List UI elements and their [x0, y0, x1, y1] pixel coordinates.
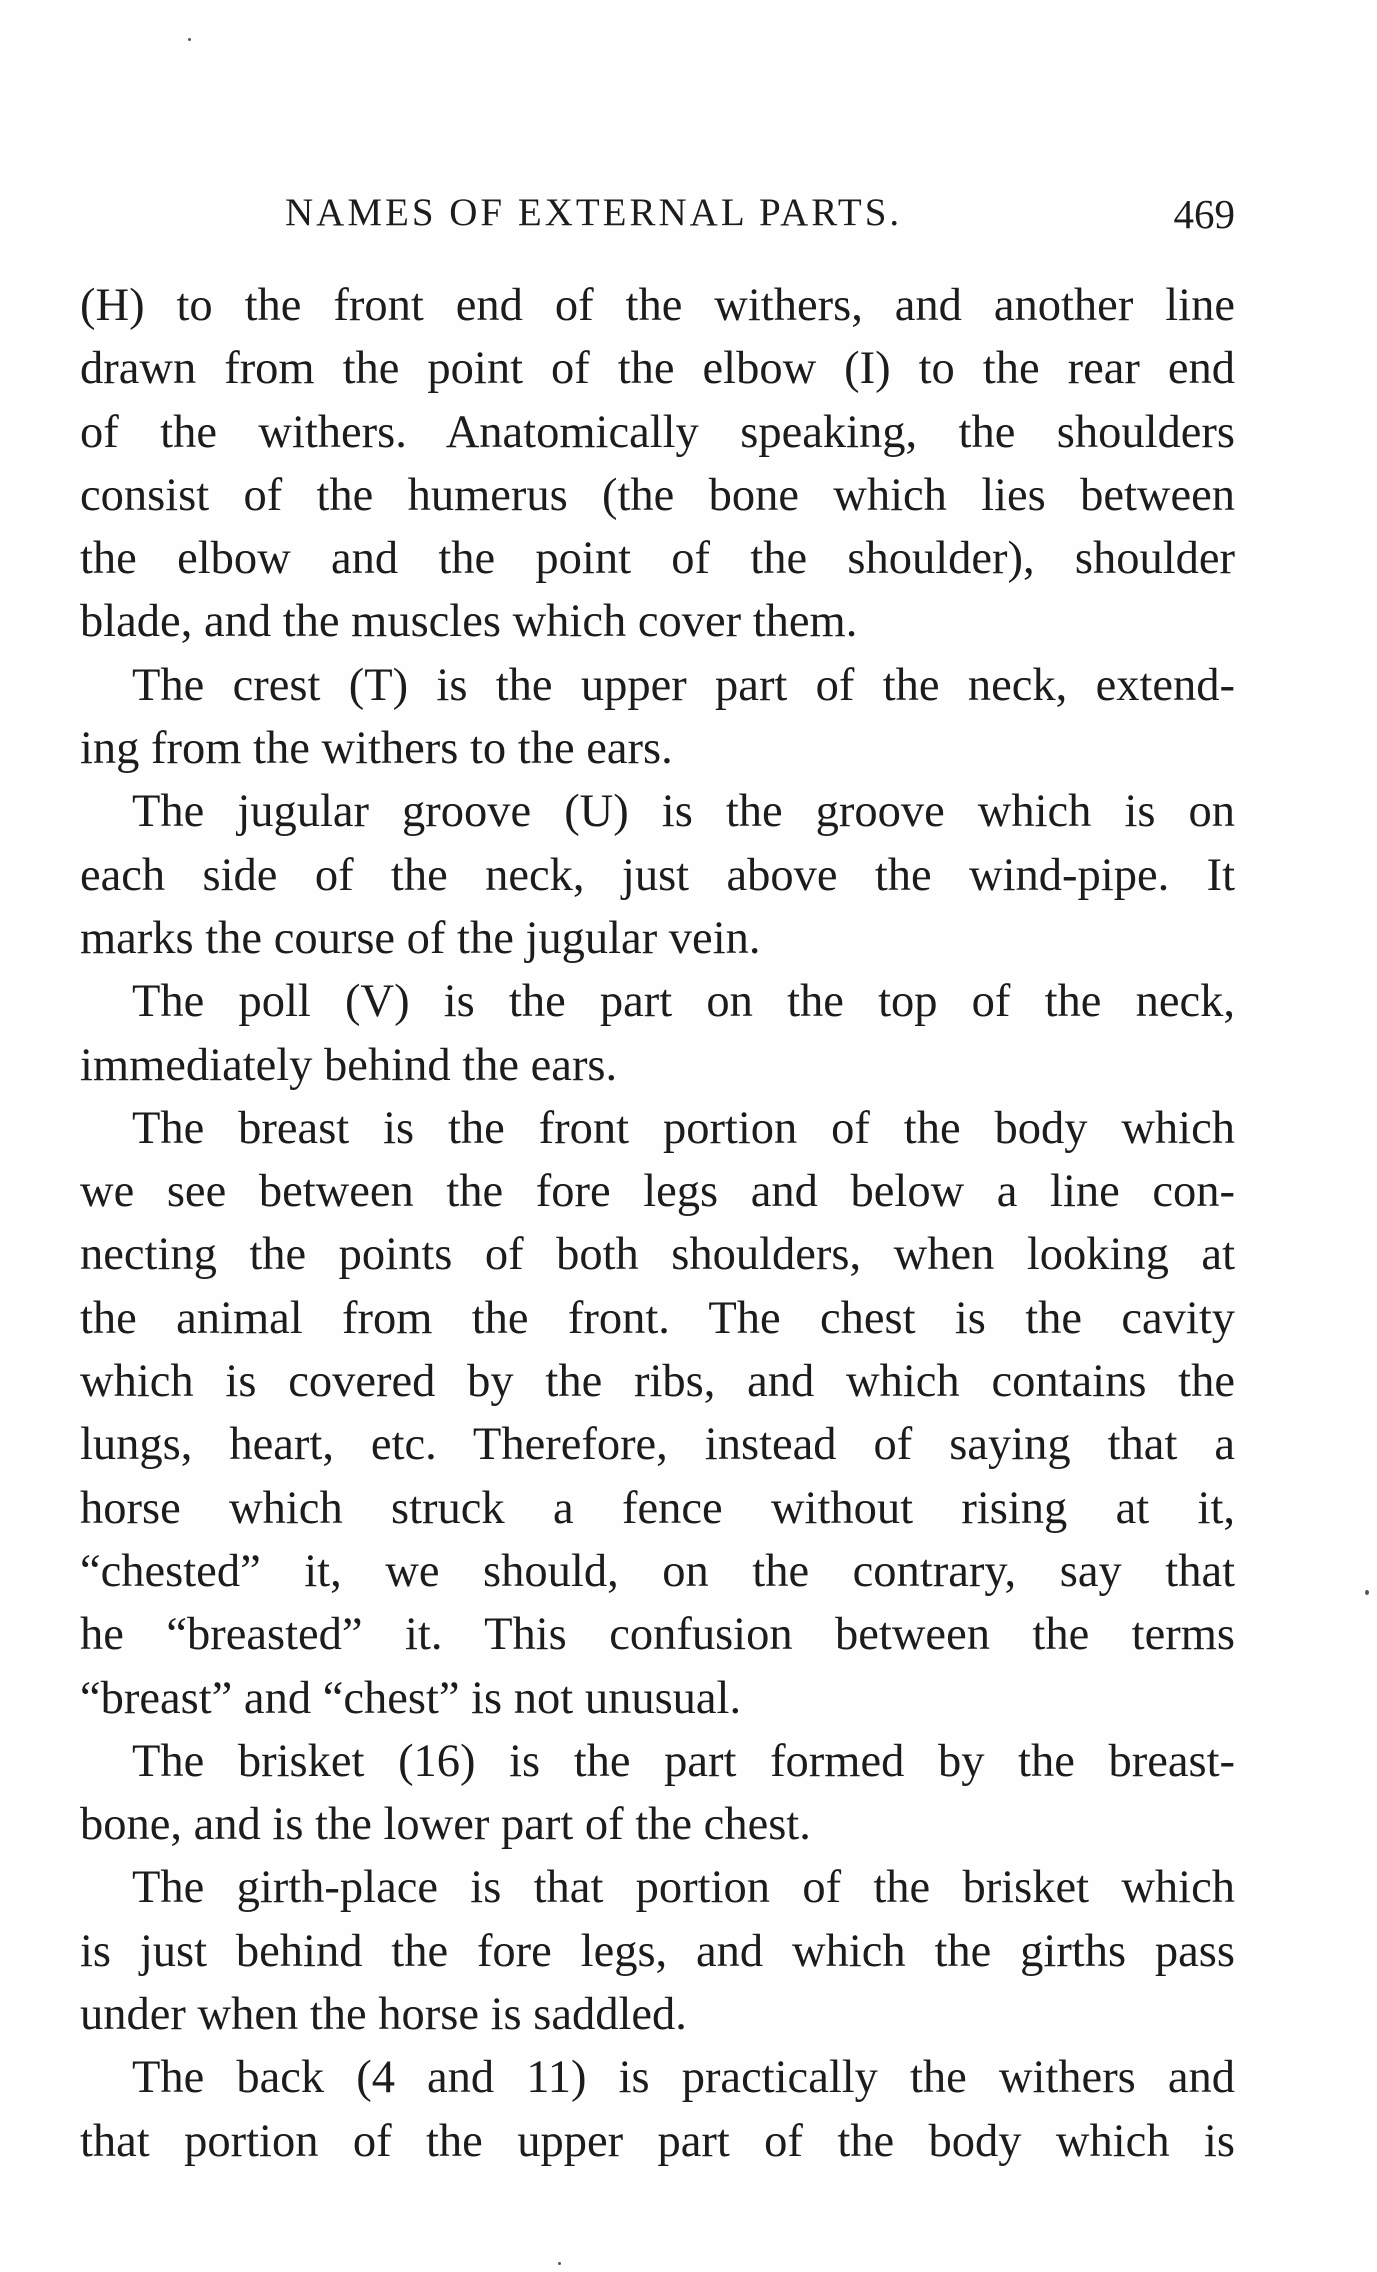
page-number: 469: [1173, 191, 1235, 237]
text-line: (H) to the front end of the withers, and another line: [80, 280, 1235, 331]
text-line: that portion of the upper part of the body which is: [80, 2115, 1235, 2167]
text-line: ing from the withers to the ears.: [80, 723, 673, 775]
text-line: which is covered by the ribs, and which contains the: [80, 1356, 1235, 1408]
running-head-title: NAMES OF EXTERNAL PARTS.: [285, 191, 903, 234]
text-line: The girth-place is that portion of the brisket which: [132, 1862, 1235, 1914]
text-line: under when the horse is saddled.: [80, 1989, 687, 2041]
text-line: The back (4 and 11) is practically the withers and: [132, 2052, 1235, 2104]
text-line: The poll (V) is the part on the top of the neck,: [132, 976, 1235, 1028]
text-line: The breast is the front portion of the body which: [132, 1102, 1235, 1154]
text-line: The crest (T) is the upper part of the neck, extend-: [132, 659, 1235, 711]
text-line: is just behind the fore legs, and which the girths pass: [80, 1925, 1235, 1977]
running-head: [80, 190, 1235, 242]
text-line: “chested” it, we should, on the contrary, say that: [80, 1545, 1235, 1597]
text-line: of the withers. Anatomically speaking, the shoulders: [80, 406, 1235, 458]
text-line: immediately behind the ears.: [80, 1039, 618, 1091]
text-line: he “breasted” it. This confusion between the terms: [80, 1609, 1235, 1661]
text-line: horse which struck a fence without rising at it,: [80, 1482, 1235, 1534]
body-text: [80, 274, 1235, 2173]
text-line: The brisket (16) is the part formed by the breast-: [132, 1735, 1235, 1787]
text-line: The jugular groove (U) is the groove which is on: [132, 786, 1235, 838]
text-line: each side of the neck, just above the wind-pipe. It: [80, 849, 1235, 901]
scan-speck: [558, 2262, 561, 2265]
text-line: marks the course of the jugular vein.: [80, 912, 761, 964]
text-line: consist of the humerus (the bone which lies between: [80, 469, 1235, 521]
text-line: drawn from the point of the elbow (I) to the rear end: [80, 343, 1235, 395]
text-line: lungs, heart, etc. Therefore, instead of saying that a: [80, 1419, 1235, 1471]
text-line: we see between the fore legs and below a line con-: [80, 1166, 1235, 1218]
text-line: the elbow and the point of the shoulder), shoulder: [80, 533, 1235, 585]
text-line: “breast” and “chest” is not unusual.: [80, 1672, 742, 1724]
text-line: necting the points of both shoulders, when looking at: [80, 1229, 1235, 1281]
text-line: blade, and the muscles which cover them.: [80, 596, 858, 648]
scan-speck: [188, 38, 191, 41]
text-line: bone, and is the lower part of the chest.: [80, 1799, 811, 1851]
scan-speck: [1365, 1590, 1369, 1595]
text-line: the animal from the front. The chest is the cavity: [80, 1292, 1235, 1344]
